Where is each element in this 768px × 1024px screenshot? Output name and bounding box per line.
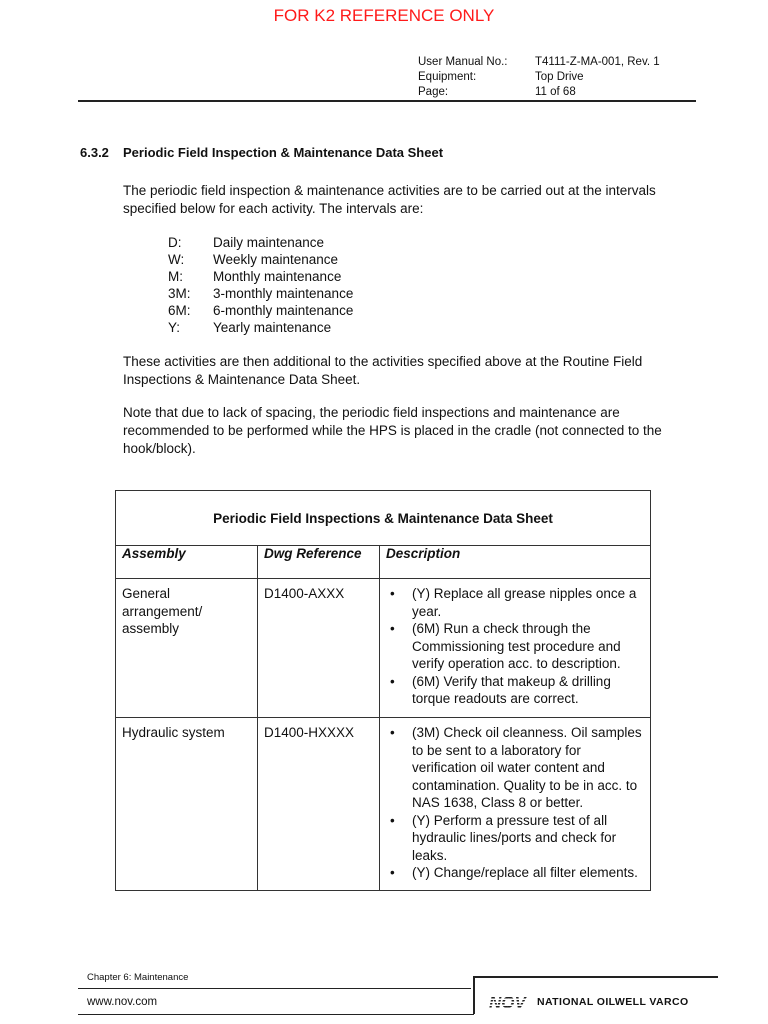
footer-logo-rule [474, 976, 718, 978]
footer-divider [78, 988, 471, 989]
table-title: Periodic Field Inspections & Maintenance Data Sheet [116, 491, 651, 546]
description-item: • (3M) Check oil cleanness. Oil samples to be sent to a laboratory for verification oil water content and contamination. Quality to be in acc. to NAS 1638, Class 8 or better. [412, 724, 644, 812]
interval-label: 6-monthly maintenance [213, 303, 354, 318]
spacing-note-paragraph: Note that due to lack of spacing, the periodic field inspections and maintenance are recommended to be performed while the HPS is placed in the cradle (not connected to the hook/block). [123, 405, 662, 456]
header-row-manual [418, 55, 660, 70]
intro-paragraph: The periodic field inspection & maintenance activities are to be carried out at the intervals specified below for each activity. The intervals are: [123, 183, 656, 216]
assembly-cell: Hydraulic system [116, 718, 258, 891]
company-name: NATIONAL OILWELL VARCO [537, 996, 689, 1008]
section-number: 6.3.2 [80, 145, 109, 160]
footer-bottom-rule [78, 1014, 474, 1015]
interval-item [168, 285, 353, 302]
document-header [418, 55, 660, 100]
footer-website: www.nov.com [87, 996, 158, 1008]
description-item: • (Y) Change/replace all filter elements. [412, 864, 644, 882]
interval-item [168, 302, 353, 319]
header-label: User Manual No.: [418, 56, 508, 68]
column-header-assembly: Assembly [116, 546, 258, 579]
additional-activities-paragraph: These activities are then additional to the activities specified above at the Routine Field Inspections & Maintenance Data Sheet. [123, 354, 643, 387]
dwg-reference-cell: D1400-AXXX [258, 579, 380, 718]
interval-code: Y: [168, 320, 181, 335]
interval-list [168, 234, 353, 336]
header-value: T4111-Z-MA-001, Rev. 1 [535, 56, 660, 68]
description-cell [380, 718, 651, 891]
reference-watermark: FOR K2 REFERENCE ONLY [273, 6, 495, 25]
header-value: 11 of 68 [535, 86, 576, 98]
header-value: Top Drive [535, 71, 584, 83]
dwg-reference-cell: D1400-HXXXX [258, 718, 380, 891]
header-row-page [418, 85, 660, 100]
header-label: Equipment: [418, 71, 477, 83]
description-item: • (Y) Perform a pressure test of all hydraulic lines/ports and check for leaks. [412, 812, 644, 865]
interval-item [168, 234, 353, 251]
interval-item [168, 268, 353, 285]
header-row-equipment [418, 70, 660, 85]
interval-label: Yearly maintenance [213, 320, 332, 335]
header-divider [78, 100, 696, 102]
nov-logo-icon [489, 994, 533, 1010]
interval-code: W: [168, 252, 185, 267]
column-header-dwg-reference: Dwg Reference [258, 546, 380, 579]
interval-code: D: [168, 235, 182, 250]
interval-label: Daily maintenance [213, 235, 325, 250]
description-item: • (6M) Run a check through the Commissioning test procedure and verify operation acc. to description. [412, 620, 644, 673]
footer-chapter: Chapter 6: Maintenance [87, 972, 189, 983]
interval-label: Weekly maintenance [213, 252, 339, 267]
interval-code: 3M: [168, 286, 191, 301]
description-item: • (6M) Verify that makeup & drilling torque readouts are correct. [412, 673, 644, 708]
interval-label: Monthly maintenance [213, 269, 342, 284]
company-logo [489, 994, 689, 1010]
interval-code: M: [168, 269, 183, 284]
header-label: Page: [418, 86, 449, 98]
maintenance-data-table [115, 490, 651, 891]
column-header-description: Description [380, 546, 651, 579]
svg-text:NOV: NOV [489, 994, 526, 1010]
description-item: • (Y) Replace all grease nipples once a year. [412, 585, 644, 620]
section-title: Periodic Field Inspection & Maintenance Data Sheet [123, 145, 444, 160]
interval-code: 6M: [168, 303, 191, 318]
interval-item [168, 251, 353, 268]
table-row [116, 579, 651, 718]
section-heading [80, 145, 443, 160]
table-row [116, 718, 651, 891]
interval-item [168, 319, 353, 336]
footer-separator [473, 976, 475, 1014]
assembly-cell: General arrangement/ assembly [116, 579, 258, 718]
interval-label: 3-monthly maintenance [213, 286, 354, 301]
description-cell [380, 579, 651, 718]
